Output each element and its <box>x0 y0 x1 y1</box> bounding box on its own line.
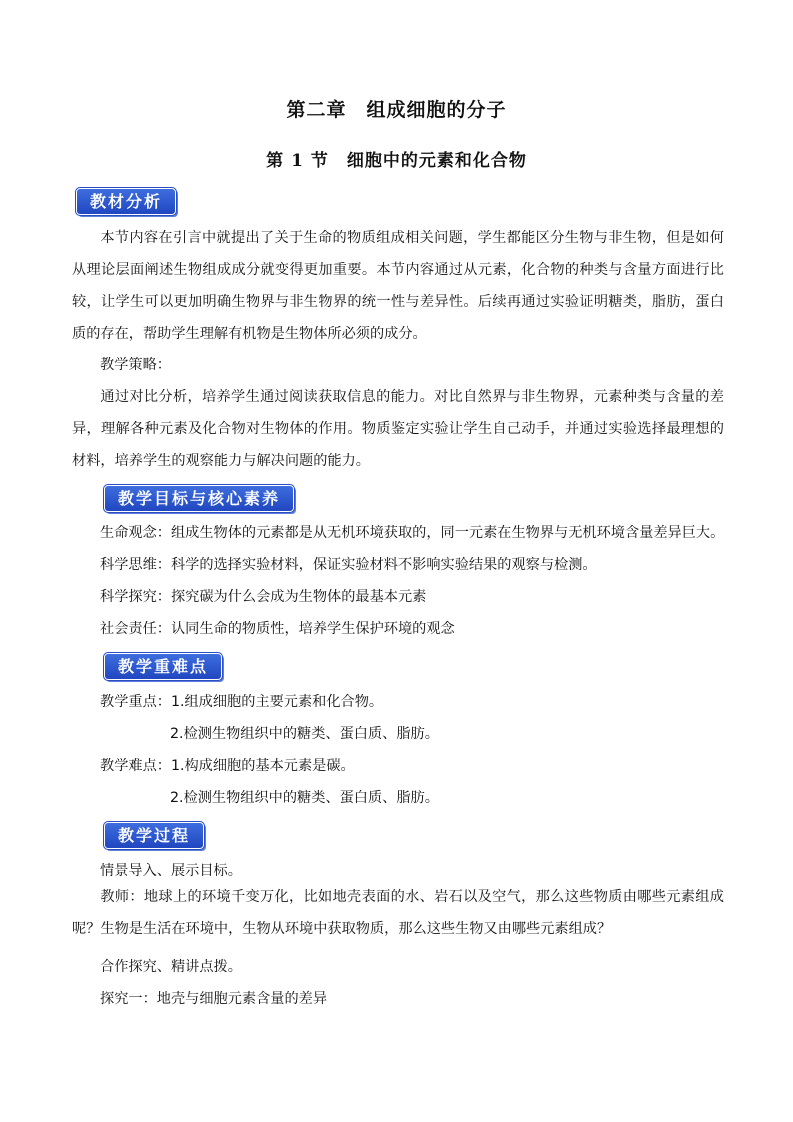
badge-process: 教学过程 <box>104 822 204 849</box>
teaching-focus-2: 2.检测生物组织中的糖类、蛋白质、脂肪。 <box>170 726 439 742</box>
chapter-title: 第二章 组成细胞的分子 <box>286 99 507 121</box>
teaching-difficulty-1: 教学难点：1.构成细胞的基本元素是碳。 <box>100 758 355 774</box>
badge-key-points: 教学重难点 <box>104 653 222 680</box>
teaching-difficulty-2: 2.检测生物组织中的糖类、蛋白质、脂肪。 <box>170 790 439 806</box>
goal-social-responsibility: 社会责任：认同生命的物质性，培养学生保护环境的观念 <box>100 621 455 637</box>
badge-analysis: 教材分析 <box>76 188 176 215</box>
section-title: 第 1 节 细胞中的元素和化合物 <box>266 151 527 171</box>
teaching-focus-1: 教学重点：1.组成细胞的主要元素和化合物。 <box>100 694 384 710</box>
goal-life-concept: 生命观念：组成生物体的元素都是从无机环境获取的，同一元素在生物界与无机环境含量差异巨大。 <box>100 525 725 541</box>
strategy-paragraph: 通过对比分析，培养学生通过阅读获取信息的能力。对比自然界与非生物界，元素种类与含量的差异，理解各种元素及化合物对生物体的作用。物质鉴定实验让学生自己动手，并通过实验选择最理想的材料，培养学生的观察能力与解决问题的能力。 <box>72 389 724 469</box>
goal-scientific-thinking: 科学思维：科学的选择实验材料，保证实验材料不影响实验结果的观察与检测。 <box>100 557 597 573</box>
strategy-label: 教学策略： <box>100 357 171 373</box>
badge-goals: 教学目标与核心素养 <box>104 485 294 512</box>
goal-scientific-inquiry: 科学探究：探究碳为什么会成为生物体的最基本元素 <box>100 589 427 605</box>
process-teacher-paragraph: 教师：地球上的环境千变万化，比如地壳表面的水、岩石以及空气，那么这些物质由哪些元素组成呢？生物是生活在环境中，生物从环境中获取物质，那么这些生物又由哪些元素组成？ <box>72 889 724 937</box>
analysis-paragraph: 本节内容在引言中就提出了关于生命的物质组成相关问题，学生都能区分生物与非生物，但是如何从理论层面阐述生物组成成分就变得更加重要。本节内容通过从元素，化合物的种类与含量方面进行比较，让学生可以更加明确生物界与非生物界的统一性与差异性。后续再通过实验证明糖类，脂肪，蛋白质的存在，帮助学生理解有机物是生物体所必须的成分。 <box>72 230 724 342</box>
process-explore-1: 探究一：地壳与细胞元素含量的差异 <box>100 991 328 1007</box>
process-cooperate: 合作探究、精讲点拨。 <box>100 959 242 975</box>
process-intro: 情景导入、展示目标。 <box>100 863 242 879</box>
